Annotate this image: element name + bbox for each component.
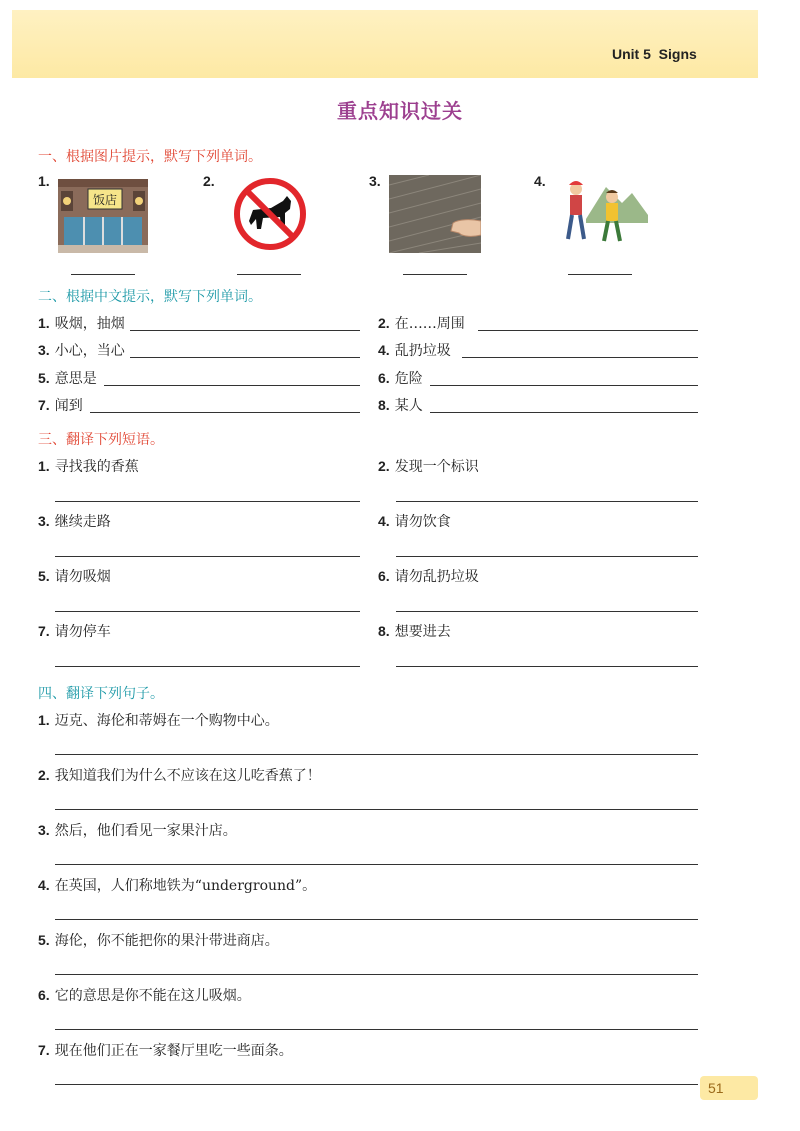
item-prompt: 请勿停车 xyxy=(54,624,111,640)
answer-line-2[interactable] xyxy=(237,274,301,275)
section2-heading: 二、根据中文提示，默写下列单词。 xyxy=(38,289,262,305)
item-prompt: 发现一个标识 xyxy=(394,459,479,475)
answer-line[interactable] xyxy=(55,556,360,557)
restaurant-icon xyxy=(58,179,148,253)
item-number: 6. xyxy=(378,370,390,386)
item-prompt: 危险 xyxy=(394,371,423,387)
answer-line[interactable] xyxy=(55,864,698,865)
answer-line[interactable] xyxy=(55,501,360,502)
section4-heading: 四、翻译下列句子。 xyxy=(38,686,164,702)
answer-line-3[interactable] xyxy=(403,274,467,275)
vocab-item-3 xyxy=(38,340,360,362)
item-number: 1. xyxy=(38,315,50,331)
item-number: 4. xyxy=(378,342,390,358)
item-prompt: 它的意思是你不能在这儿吸烟。 xyxy=(54,988,251,1004)
answer-line[interactable] xyxy=(55,611,360,612)
answer-line[interactable] xyxy=(130,330,360,331)
item-number: 4. xyxy=(38,877,50,893)
answer-line[interactable] xyxy=(90,412,360,413)
item-prompt: 请勿乱扔垃圾 xyxy=(394,569,479,585)
item-prompt: 某人 xyxy=(394,398,423,414)
answer-line[interactable] xyxy=(130,357,360,358)
item-number: 5. xyxy=(38,568,50,584)
item-number: 8. xyxy=(378,397,390,413)
item-prompt: 寻找我的香蕉 xyxy=(54,459,139,475)
answer-line[interactable] xyxy=(55,754,698,755)
phrase-item-5 xyxy=(38,566,111,586)
phrase-item-2 xyxy=(378,456,479,476)
vocab-item-2 xyxy=(378,313,698,335)
item-number: 7. xyxy=(38,397,50,413)
answer-line[interactable] xyxy=(55,1084,698,1085)
item-prompt: 在……周围 xyxy=(394,316,465,332)
item-prompt: 想要进去 xyxy=(394,624,451,640)
answer-line[interactable] xyxy=(478,330,698,331)
sentence-item-1 xyxy=(38,710,279,730)
sentence-item-4 xyxy=(38,875,316,895)
answer-line[interactable] xyxy=(104,385,360,386)
item-prompt: 吸烟，抽烟 xyxy=(54,316,125,332)
item-number: 3. xyxy=(38,342,50,358)
item-prompt: 现在他们正在一家餐厅里吃一些面条。 xyxy=(54,1043,293,1059)
unit-number: Unit 5 xyxy=(612,46,651,62)
item-number: 3. xyxy=(369,173,381,189)
sentence-item-2 xyxy=(38,765,321,785)
item-number: 2. xyxy=(378,315,390,331)
item-number: 2. xyxy=(38,767,50,783)
item-prompt: 我知道我们为什么不应该在这儿吃香蕉了！ xyxy=(54,768,321,784)
answer-line[interactable] xyxy=(430,385,698,386)
answer-line[interactable] xyxy=(55,974,698,975)
answer-line[interactable] xyxy=(396,611,698,612)
item-number: 4. xyxy=(534,173,546,189)
answer-line[interactable] xyxy=(462,357,698,358)
item-number: 4. xyxy=(378,513,390,529)
item-number: 1. xyxy=(38,712,50,728)
restaurant-sign-text: 饭店 xyxy=(92,193,118,207)
sentence-item-7 xyxy=(38,1040,293,1060)
section3-heading: 三、翻译下列短语。 xyxy=(38,432,164,448)
answer-line[interactable] xyxy=(55,666,360,667)
sentence-item-5 xyxy=(38,930,279,950)
unit-label xyxy=(612,46,697,62)
phrase-item-1 xyxy=(38,456,139,476)
item-number: 3. xyxy=(38,822,50,838)
vocab-item-4 xyxy=(378,340,698,362)
item-number: 5. xyxy=(38,932,50,948)
answer-line[interactable] xyxy=(396,666,698,667)
item-prompt: 海伦，你不能把你的果汁带进商店。 xyxy=(54,933,279,949)
phrase-item-3 xyxy=(38,511,111,531)
sentence-item-6 xyxy=(38,985,251,1005)
item-number: 2. xyxy=(203,173,215,189)
vocab-item-7 xyxy=(38,395,360,417)
item-prompt: 在英国，人们称地铁为“underground”。 xyxy=(54,878,317,894)
answer-line[interactable] xyxy=(430,412,698,413)
children-walking-icon xyxy=(550,179,648,249)
vocab-item-6 xyxy=(378,368,698,390)
item-prompt: 请勿吸烟 xyxy=(54,569,111,585)
header-band xyxy=(12,10,758,78)
unit-topic: Signs xyxy=(658,46,697,62)
phrase-item-7 xyxy=(38,621,111,641)
answer-line[interactable] xyxy=(55,1029,698,1030)
vocab-item-8 xyxy=(378,395,698,417)
page-number: 51 xyxy=(708,1080,724,1096)
item-prompt: 请勿饮食 xyxy=(394,514,451,530)
vocab-item-5 xyxy=(38,368,360,390)
answer-line[interactable] xyxy=(396,556,698,557)
item-prompt: 继续走路 xyxy=(54,514,111,530)
item-number: 1. xyxy=(38,458,50,474)
item-number: 1. xyxy=(38,173,50,189)
vocab-item-1 xyxy=(38,313,360,335)
item-number: 3. xyxy=(38,513,50,529)
answer-line[interactable] xyxy=(55,809,698,810)
phrase-item-4 xyxy=(378,511,451,531)
item-number: 6. xyxy=(38,987,50,1003)
item-prompt: 意思是 xyxy=(54,371,97,387)
section1-heading: 一、根据图片提示，默写下列单词。 xyxy=(38,149,262,165)
answer-line-4[interactable] xyxy=(568,274,632,275)
item-prompt: 小心，当心 xyxy=(54,343,125,359)
item-prompt: 闻到 xyxy=(54,398,83,414)
answer-line-1[interactable] xyxy=(71,274,135,275)
wet-floor-touch-icon xyxy=(389,175,481,253)
item-prompt: 迈克、海伦和蒂姆在一个购物中心。 xyxy=(54,713,279,729)
page-title: 重点知识过关 xyxy=(337,99,463,123)
item-number: 6. xyxy=(378,568,390,584)
item-number: 7. xyxy=(38,1042,50,1058)
no-dogs-icon xyxy=(233,177,307,251)
item-prompt: 然后，他们看见一家果汁店。 xyxy=(54,823,237,839)
phrase-item-8 xyxy=(378,621,451,641)
answer-line[interactable] xyxy=(55,919,698,920)
item-number: 2. xyxy=(378,458,390,474)
item-number: 8. xyxy=(378,623,390,639)
item-prompt: 乱扔垃圾 xyxy=(394,343,451,359)
answer-line[interactable] xyxy=(396,501,698,502)
item-number: 7. xyxy=(38,623,50,639)
item-number: 5. xyxy=(38,370,50,386)
sentence-item-3 xyxy=(38,820,237,840)
phrase-item-6 xyxy=(378,566,479,586)
